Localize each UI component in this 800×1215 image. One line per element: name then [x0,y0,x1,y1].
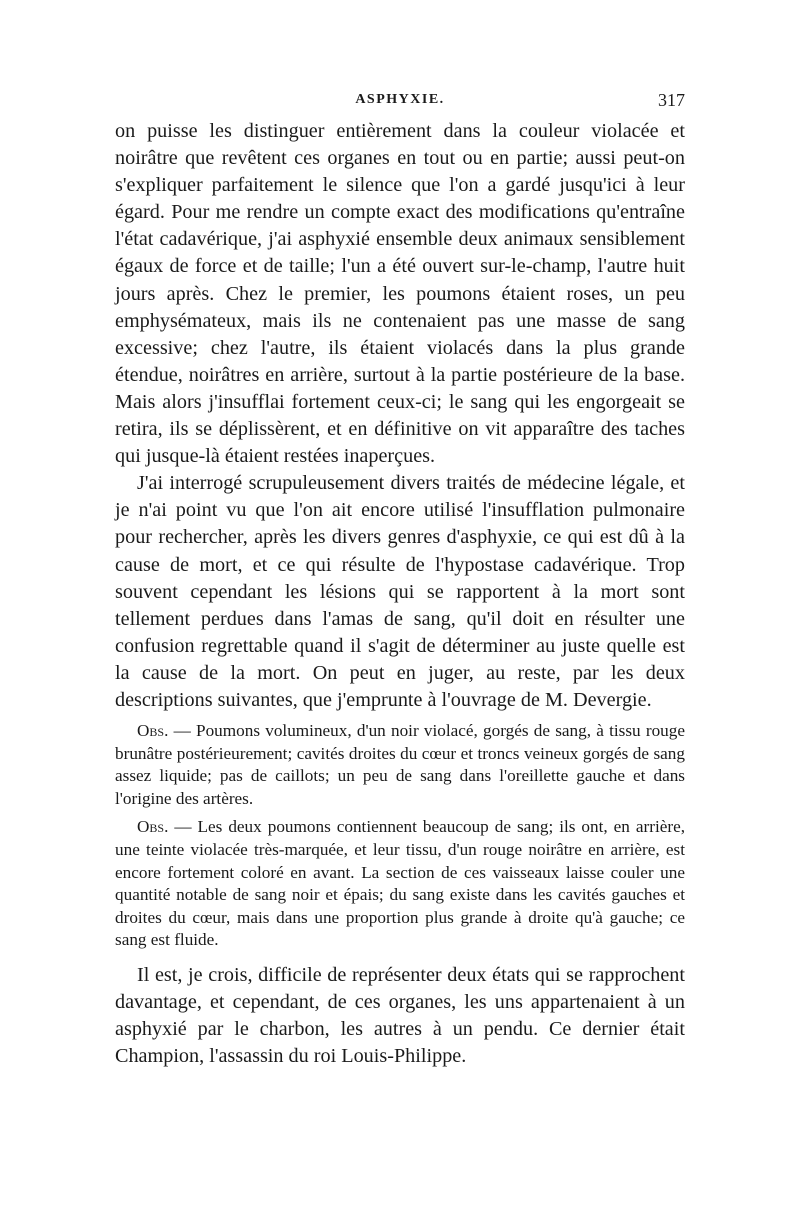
book-page [115,90,685,1070]
observation-text: — Poumons volumineux, d'un noir violacé, gorgés de sang, à tissu rouge brunâtre postérieurement; cavités droites du cœur et troncs veineux gorgés de sang assez liquide; pas de caillots; un peu de sang dans l'oreillette gauche et dans l'origine des artères. [115,721,685,808]
page-number: 317 [658,90,685,110]
paragraph-closing: Il est, je crois, difficile de représenter deux états qui se rapprochent davantage, et cependant, de ces organes, les uns appartenaient à un asphyxié par le charbon, les autres à un pendu. Ce dernier était Champion, l'assassin du roi Louis-Philippe. [115,964,685,1068]
body-text [115,118,685,1070]
running-head [115,90,685,118]
observation-label: Obs. [137,721,169,741]
paragraph-continuation: on puisse les distinguer entièrement dans la couleur violacée et noirâtre que revêtent ces organes en tout ou en partie; aussi peut-on s'expliquer parfaitement le silence que l'on a gardé jusqu'ici à leur égard. Pour me rendre un compte exact des modifications qu'entraîne l'état cadavérique, j'ai asphyxié ensemble deux animaux sensiblement égaux de force et de taille; l'un a été ouvert sur-le-champ, l'autre huit jours après. Chez le premier, les poumons étaient roses, un peu emphysémateux, mais ils ne contenaient pas une masse de sang excessive; chez l'autre, ils étaient violacés dans la plus grande étendue, noirâtres en arrière, surtout à la partie postérieure de la base. Mais alors j'insufflai fortement ceux-ci; le sang qui les engorgeait se retira, ils se déplissèrent, et en définitive on vit apparaître des taches qui jusque-là étaient restées inaperçues. [115,120,685,468]
observation-label: Obs. [137,817,169,837]
running-title: ASPHYXIE. [355,92,445,107]
observation-1 [115,720,685,810]
observation-text: — Les deux poumons contiennent beaucoup de sang; ils ont, en arrière, une teinte violacée très-marquée, et leur tissu, d'un rouge noirâtre en arrière, est encore fortement coloré en avant. La section de ces vaisseaux laisse couler une quantité notable de sang noir et épais; du sang existe dans les cavités gauches et droites du cœur, mais dans une proportion plus grande à droite qu'à gauche; ce sang est fluide. [115,817,685,950]
paragraph-insufflation: J'ai interrogé scrupuleusement divers traités de médecine légale, et je n'ai point vu que l'on ait encore utilisé l'insufflation pulmonaire pour rechercher, après les divers genres d'asphyxie, ce qui est dû à la cause de mort, et ce qui résulte de l'hypostase cadavérique. Trop souvent cependant les lésions qui se rapportent à la mort sont tellement perdues dans l'amas de sang, qu'il doit en résulter une confusion regrettable quand il s'agit de déterminer au juste quelle est la cause de la mort. On peut en juger, au reste, par les deux descriptions suivantes, que j'emprunte à l'ouvrage de M. Devergie. [115,472,685,711]
observation-2 [115,816,685,952]
